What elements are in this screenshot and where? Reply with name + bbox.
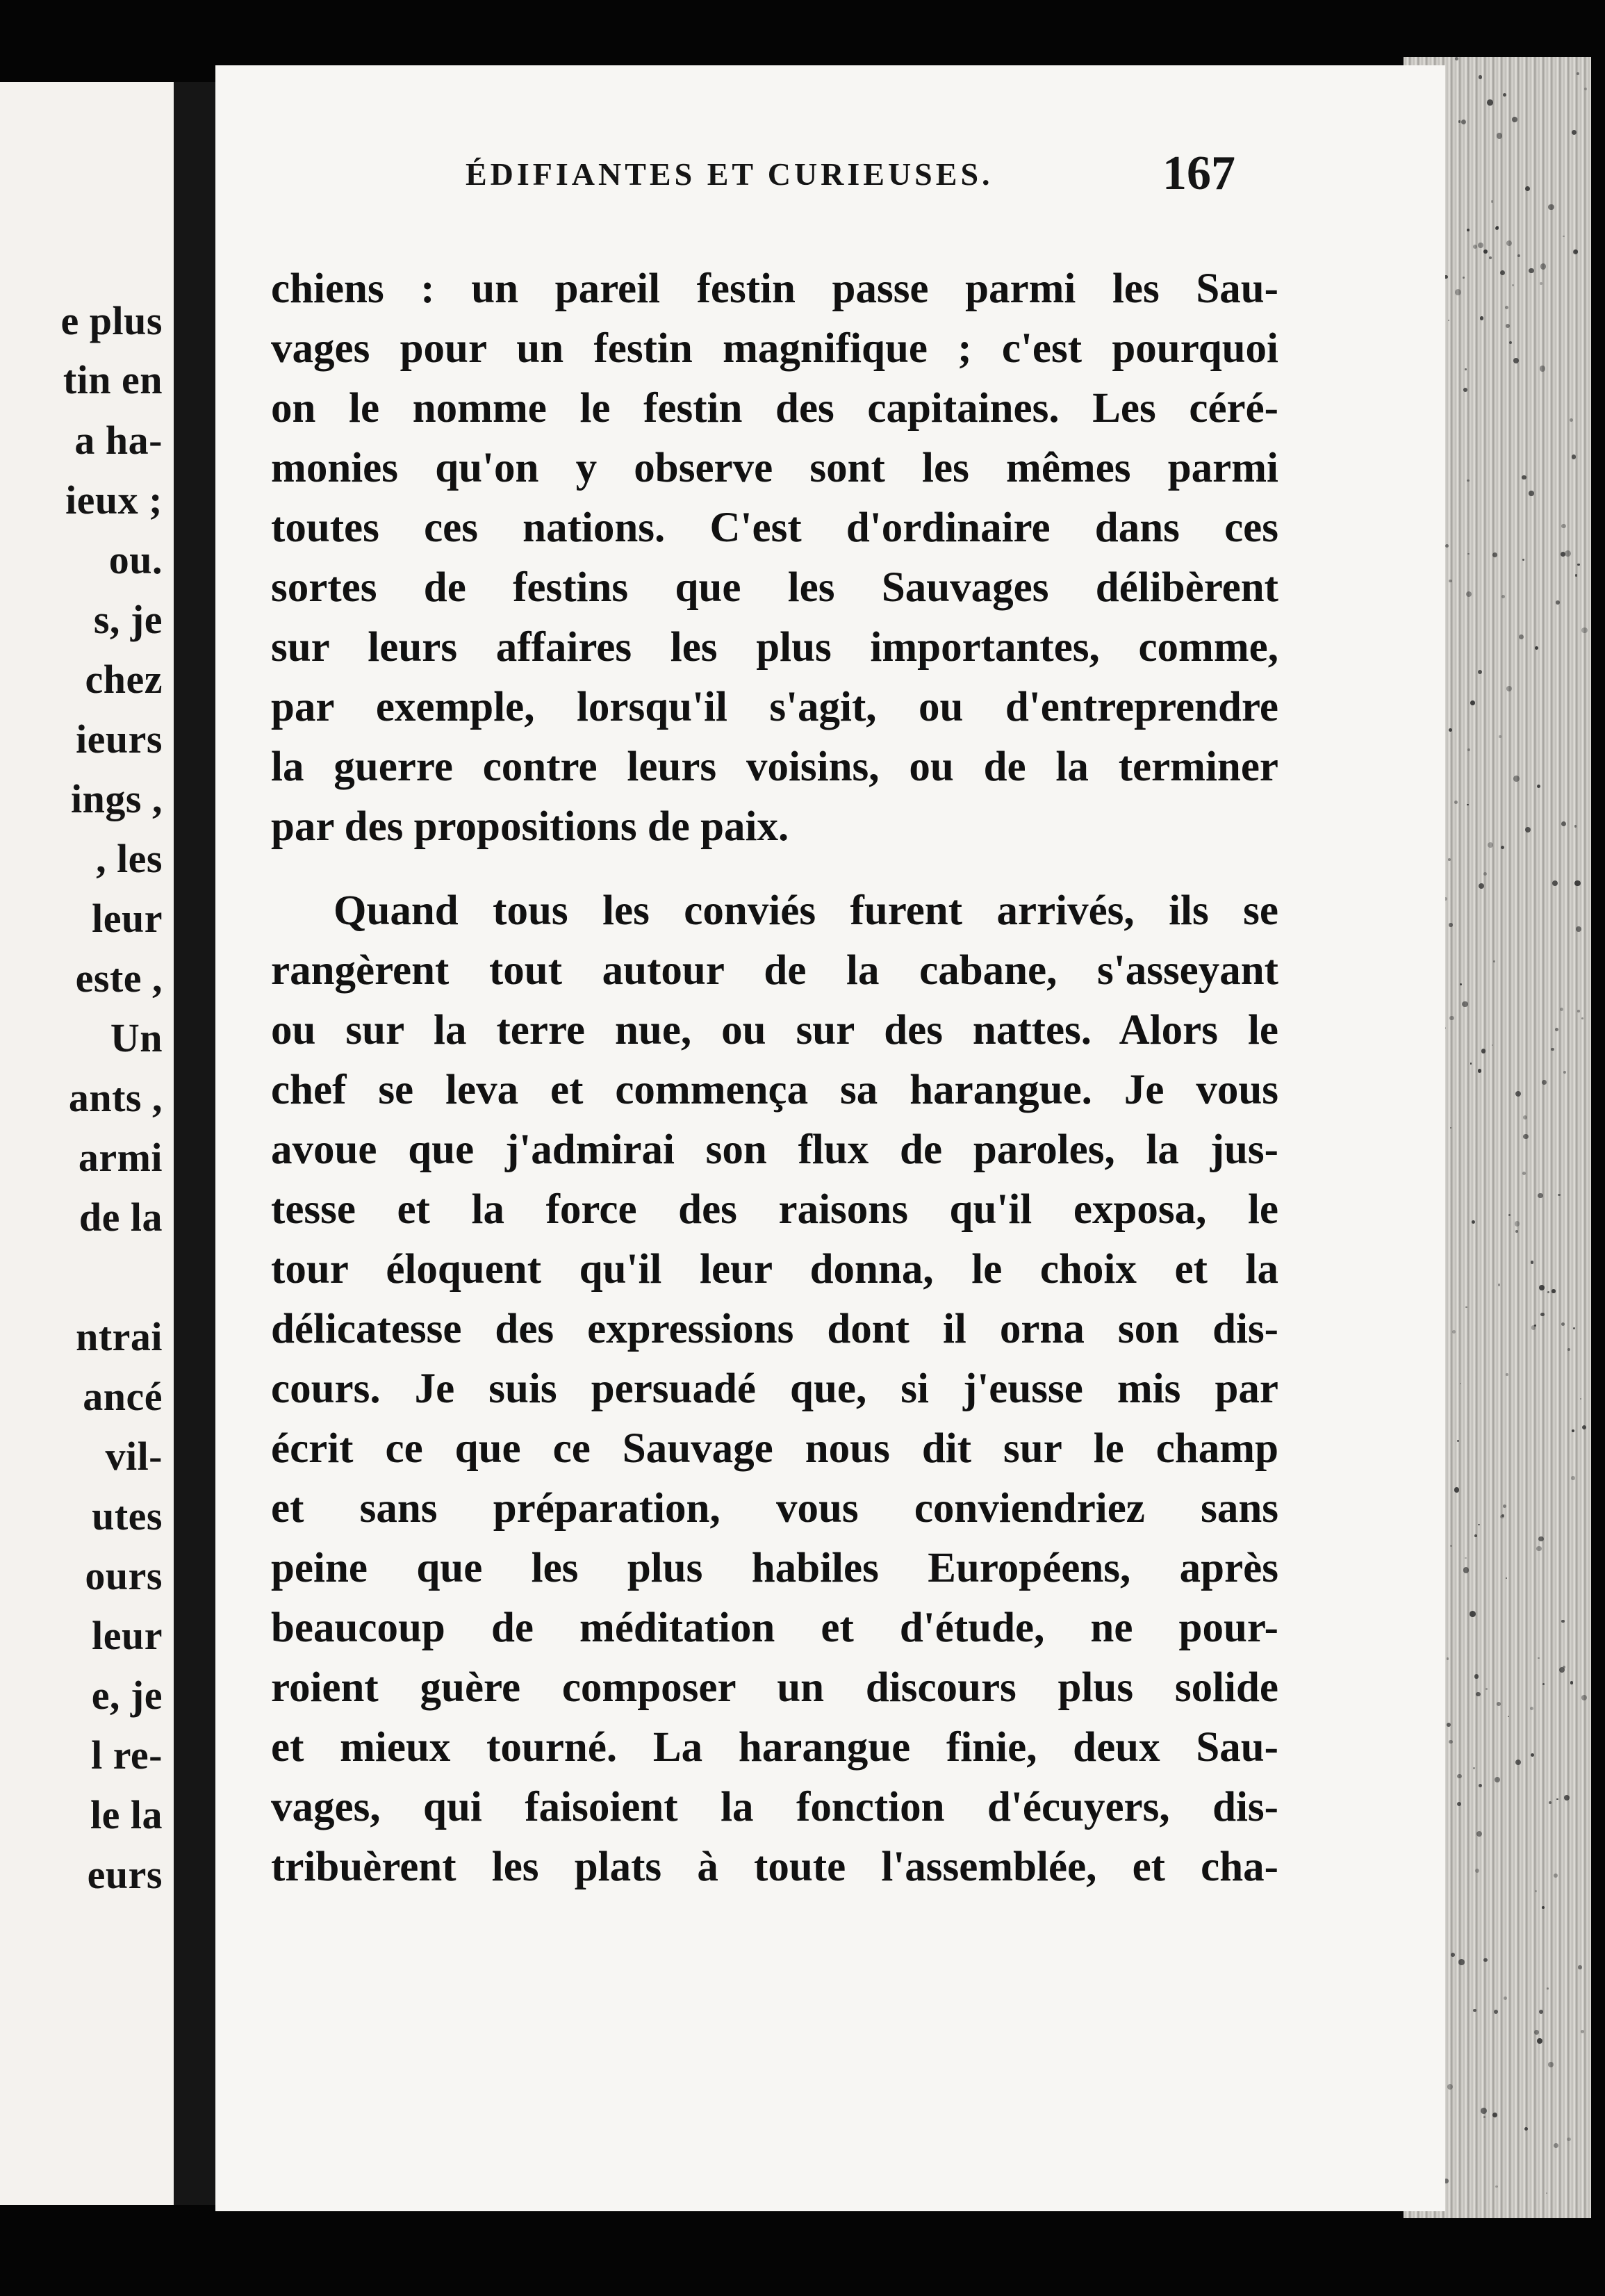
scan-speckle — [1491, 200, 1494, 203]
scan-speckle — [1542, 1906, 1545, 1909]
scan-speckle — [1515, 1230, 1518, 1233]
scan-speckle — [1539, 1285, 1545, 1290]
scan-speckle — [1479, 883, 1484, 889]
scan-speckle — [1501, 846, 1504, 849]
page-number: 167 — [1162, 147, 1235, 200]
scan-speckle — [1498, 1284, 1501, 1286]
left-line-21: ours — [85, 1553, 163, 1598]
left-line-12: este , — [75, 956, 163, 1001]
scan-speckle — [1494, 2010, 1499, 2015]
scan-speckle — [1465, 368, 1466, 370]
scan-speckle — [1577, 1010, 1580, 1012]
scan-speckle — [1450, 1127, 1451, 1129]
text-line-1: chiens : un pareil festin passe parmi les Sau- — [271, 265, 1278, 312]
scan-speckle — [1563, 1071, 1566, 1074]
scan-speckle — [1505, 306, 1508, 309]
text-line-27: tribuèrent les plats à toute l'assemblée, et cha- — [271, 1844, 1278, 1890]
left-line-9: ings , — [71, 776, 163, 821]
scan-speckle — [1576, 926, 1581, 932]
scan-speckle — [1536, 1546, 1541, 1551]
left-line-7: chez — [85, 657, 163, 702]
scan-speckle — [1478, 1524, 1479, 1525]
scan-speckle — [1523, 1134, 1528, 1139]
scan-speckle — [1531, 1261, 1533, 1263]
scan-speckle — [1556, 600, 1560, 605]
scan-speckle — [1529, 268, 1534, 274]
scan-speckle — [1473, 1767, 1475, 1769]
scan-speckle — [1540, 1313, 1545, 1317]
scan-speckle — [1449, 923, 1452, 926]
scan-speckle — [1470, 1611, 1476, 1617]
scan-speckle — [1460, 983, 1462, 985]
scan-speckle — [1463, 1567, 1470, 1573]
scan-speckle — [1542, 1080, 1547, 1085]
scan-speckle — [1582, 1425, 1586, 1429]
scan-speckle — [1467, 804, 1468, 805]
scan-speckle — [1524, 2127, 1528, 2131]
scan-speckle — [1512, 117, 1517, 122]
scan-speckle — [1467, 748, 1470, 751]
scan-speckle — [1475, 1869, 1479, 1873]
scan-speckle — [1574, 825, 1577, 828]
scan-speckle — [1450, 1545, 1452, 1547]
scan-speckle — [1481, 2108, 1487, 2114]
scan-speckle — [1552, 880, 1558, 886]
left-line-8: ieurs — [76, 716, 163, 762]
scan-speckle — [1538, 1193, 1543, 1199]
text-line-3: on le nomme le festin des capitaines. Les céré- — [271, 385, 1278, 432]
scan-speckle — [1451, 1953, 1455, 1957]
scan-speckle — [1476, 1692, 1480, 1696]
left-line-20: utes — [92, 1493, 163, 1539]
text-line-11: Quand tous les conviés furent arrivés, ils se — [334, 887, 1278, 934]
scan-speckle — [1481, 1049, 1485, 1053]
scan-speckle — [1558, 1194, 1560, 1196]
scan-speckle — [1546, 2192, 1547, 2194]
scan-speckle — [1455, 57, 1458, 60]
book-gutter — [174, 82, 215, 2205]
scan-speckle — [1472, 1220, 1475, 1224]
scan-speckle — [1570, 418, 1573, 422]
scan-speckle — [1445, 544, 1449, 548]
scan-speckle — [1483, 872, 1487, 876]
left-line-26: eurs — [87, 1852, 163, 1897]
text-line-13: ou sur la terre nue, ou sur des nattes. Alors le — [271, 1007, 1278, 1053]
left-line-15: armi — [78, 1135, 163, 1180]
text-line-12: rangèrent tout autour de la cabane, s'asseyant — [271, 947, 1278, 994]
scan-speckle — [1584, 88, 1587, 90]
scan-speckle — [1531, 1753, 1534, 1757]
scan-speckle — [1563, 236, 1565, 238]
scan-speckle — [1506, 686, 1512, 691]
scan-speckle — [1581, 1695, 1587, 1700]
scan-speckle — [1573, 1327, 1575, 1329]
scan-speckle — [1564, 1795, 1570, 1801]
scan-speckle — [1470, 700, 1474, 705]
scan-speckle — [1525, 186, 1530, 191]
scan-speckle — [1449, 1740, 1452, 1744]
scan-speckle — [1503, 1504, 1506, 1508]
scan-speckle — [1457, 1774, 1462, 1779]
scan-speckle — [1525, 827, 1531, 833]
scan-speckle — [1483, 2116, 1485, 2118]
scan-speckle — [1501, 1514, 1504, 1517]
left-line-18: ancé — [83, 1374, 163, 1419]
scan-speckle — [1542, 1683, 1545, 1685]
scan-speckle — [1478, 243, 1483, 248]
scan-speckle — [1487, 99, 1493, 106]
scan-speckle — [1489, 256, 1492, 259]
scan-speckle — [1577, 72, 1579, 75]
scan-speckle — [1547, 1291, 1549, 1293]
scan-speckle — [1465, 1557, 1466, 1559]
scan-speckle — [1556, 1798, 1558, 1801]
scan-speckle — [1571, 1476, 1574, 1479]
scan-speckle — [1540, 263, 1547, 270]
page-header — [257, 146, 1237, 208]
scan-speckle — [1534, 2030, 1539, 2035]
scan-speckle — [1447, 1723, 1451, 1727]
text-line-26: vages, qui faisoient la fonction d'écuyers, dis- — [271, 1784, 1278, 1830]
scan-speckle — [1567, 2138, 1571, 2142]
scan-speckle — [1455, 289, 1461, 295]
scan-speckle — [1538, 1657, 1540, 1659]
scan-speckle — [1578, 1965, 1581, 1969]
scan-speckle — [1499, 735, 1501, 737]
scan-speckle — [1457, 1440, 1459, 1442]
left-line-2: tin en — [63, 357, 163, 402]
scan-speckle — [1454, 1487, 1460, 1493]
scan-speckle — [1465, 1306, 1467, 1308]
scan-speckle — [1540, 282, 1542, 285]
scan-speckle — [1554, 1873, 1558, 1878]
text-line-23: beaucoup de méditation et d'étude, ne pour- — [271, 1605, 1278, 1651]
scan-speckle — [1467, 229, 1470, 231]
text-line-17: tour éloquent qu'il leur donna, le choix et la — [271, 1246, 1278, 1293]
scan-speckle — [1448, 858, 1451, 861]
scan-speckle — [1492, 2113, 1497, 2117]
scan-speckle — [1503, 93, 1506, 97]
scan-speckle — [1538, 1536, 1544, 1542]
left-line-4: ieux ; — [65, 477, 163, 523]
left-line-17: ntrai — [76, 1314, 163, 1359]
scan-speckle — [1561, 1620, 1565, 1623]
scan-speckle — [1483, 249, 1488, 254]
scan-speckle — [1466, 591, 1472, 597]
scan-speckle — [1449, 1016, 1454, 1020]
left-line-10: , les — [96, 836, 163, 881]
scan-speckle — [1515, 1221, 1520, 1227]
scan-speckle — [1495, 1777, 1500, 1782]
scan-speckle — [1513, 358, 1519, 363]
scan-speckle — [1495, 2186, 1498, 2188]
left-page-fragment — [0, 82, 174, 2205]
scan-speckle — [1467, 553, 1469, 555]
text-line-6: sortes de festins que les Sauvages délibèrent — [271, 564, 1278, 611]
scan-speckle — [1497, 1702, 1501, 1706]
scan-speckle — [1549, 1801, 1552, 1804]
scan-speckle — [1448, 320, 1449, 321]
scan-speckle — [1565, 550, 1571, 557]
text-line-5: toutes ces nations. C'est d'ordinaire dans ces — [271, 505, 1278, 551]
text-line-4: monies qu'on y observe sont les mêmes parmi — [271, 445, 1278, 491]
scan-speckle — [1506, 324, 1510, 328]
scan-speckle — [1504, 1996, 1507, 2000]
scan-speckle — [1539, 2010, 1543, 2014]
scan-speckle — [1560, 1008, 1563, 1011]
scan-speckle — [1570, 1681, 1574, 1684]
text-line-15: avoue que j'admirai son flux de paroles, la jus- — [271, 1126, 1278, 1173]
scan-speckle — [1476, 1831, 1482, 1837]
scan-speckle — [1581, 2030, 1584, 2033]
scan-speckle — [1573, 249, 1578, 254]
scan-speckle — [1501, 595, 1505, 598]
scan-speckle — [1535, 1890, 1537, 1892]
text-line-9: la guerre contre leurs voisins, ou de la terminer — [271, 744, 1278, 790]
left-line-5: ou. — [108, 537, 163, 582]
scan-speckle — [1567, 1348, 1570, 1351]
text-line-24: roient guère composer un discours plus solide — [271, 1664, 1278, 1711]
scan-speckle — [1497, 133, 1503, 139]
scan-speckle — [1515, 1091, 1522, 1097]
scan-speckle — [1512, 284, 1514, 286]
scan-speckle — [1457, 1802, 1461, 1806]
text-line-10: par des propositions de paix. — [271, 803, 789, 850]
scan-speckle — [1530, 1707, 1533, 1710]
scan-speckle — [1572, 130, 1577, 135]
left-line-24: l re- — [91, 1732, 163, 1778]
left-line-23: e, je — [91, 1673, 163, 1718]
text-line-22: peine que les plus habiles Européens, après — [271, 1545, 1278, 1591]
scan-speckle — [1463, 388, 1467, 392]
scan-speckle — [1572, 454, 1577, 459]
scan-speckle — [1458, 1959, 1465, 1965]
scan-speckle — [1479, 75, 1482, 79]
scan-speckle — [1531, 1325, 1536, 1329]
scan-speckle — [1563, 1666, 1565, 1668]
scan-speckle — [1508, 1716, 1509, 1717]
text-line-16: tesse et la force des raisons qu'il exposa, le — [271, 1186, 1278, 1233]
scan-speckle — [1506, 1577, 1507, 1579]
scan-speckle — [1522, 475, 1526, 479]
scan-speckle — [1458, 120, 1460, 122]
text-line-7: sur leurs affaires les plus importantes, comme, — [271, 624, 1278, 671]
scan-speckle — [1575, 574, 1578, 577]
scan-speckle — [1500, 270, 1505, 275]
scan-speckle — [1485, 1688, 1488, 1690]
left-line-14: ants , — [68, 1075, 163, 1120]
scan-speckle — [1479, 1784, 1483, 1788]
scan-speckle — [1517, 254, 1520, 257]
left-line-22: leur — [92, 1613, 163, 1658]
scan-speckle — [1540, 366, 1545, 371]
scan-speckle — [1523, 1115, 1527, 1120]
scan-speckle — [1561, 524, 1566, 529]
scan-speckle — [1467, 479, 1470, 482]
scan-speckle — [1519, 634, 1524, 639]
text-line-18: délicatesse des expressions dont il orna son dis- — [271, 1306, 1278, 1352]
scan-speckle — [1461, 120, 1466, 124]
scan-speckle — [1581, 628, 1588, 634]
scan-speckle — [1537, 785, 1540, 788]
scan-speckle — [1447, 1657, 1449, 1660]
scan-speckle — [1483, 1958, 1488, 1962]
scan-speckle — [1452, 1330, 1456, 1334]
scan-speckle — [1548, 204, 1554, 210]
scan-speckle — [1492, 552, 1497, 557]
scan-speckle — [1470, 1063, 1472, 1064]
left-line-13: Un — [110, 1015, 163, 1060]
scan-speckle — [1449, 728, 1452, 732]
scan-speckle — [1548, 2062, 1554, 2068]
scan-speckle — [1529, 491, 1533, 495]
scan-speckle — [1551, 1048, 1554, 1051]
scan-speckle — [1462, 1001, 1468, 1008]
running-head: ÉDIFIANTES ET CURIEUSES. — [466, 156, 994, 192]
scan-speckle — [1561, 1322, 1565, 1326]
scan-speckle — [1577, 564, 1579, 566]
scan-speckle — [1552, 1289, 1555, 1293]
left-line-25: le la — [90, 1792, 163, 1837]
text-line-21: et sans préparation, vous conviendriez sans — [271, 1485, 1278, 1532]
text-line-19: cours. Je suis persuadé que, si j'eusse mis par — [271, 1366, 1278, 1412]
scan-speckle — [1581, 1017, 1583, 1019]
left-line-6: s, je — [93, 597, 163, 642]
scan-speckle — [1574, 880, 1580, 886]
scan-speckle — [1506, 240, 1512, 246]
scan-speckle — [1572, 1429, 1574, 1432]
text-line-25: et mieux tourné. La harangue finie, deux Sau- — [271, 1724, 1278, 1771]
scan-speckle — [1447, 2084, 1453, 2090]
left-line-1: e plus — [60, 298, 163, 343]
scan-speckle — [1493, 960, 1495, 962]
scan-speckle — [1561, 821, 1566, 826]
scan-speckle — [1535, 646, 1538, 650]
scan-speckle — [1473, 2009, 1476, 2012]
scan-speckle — [1454, 801, 1458, 805]
scan-speckle — [1506, 1373, 1508, 1376]
scan-speckle — [1480, 316, 1484, 320]
scan-speckle — [1554, 2143, 1558, 2148]
scan-speckle — [1522, 1172, 1526, 1175]
left-line-19: vil- — [105, 1434, 163, 1479]
text-line-2: vages pour un festin magnifique ; c'est pourquoi — [271, 325, 1278, 372]
scan-speckle — [1463, 277, 1465, 279]
text-line-14: chef se leva et commença sa harangue. Je vous — [271, 1067, 1278, 1113]
scan-speckle — [1478, 1069, 1481, 1072]
left-line-11: leur — [92, 896, 163, 941]
left-line-3: a ha- — [74, 418, 163, 463]
scan-speckle — [1474, 1674, 1479, 1679]
text-line-8: par exemple, lorsqu'il s'agit, ou d'entreprendre — [271, 684, 1278, 730]
scan-speckle — [1513, 776, 1520, 782]
scan-speckle — [1474, 1534, 1477, 1537]
scan-speckle — [1508, 1214, 1511, 1216]
scan-speckle — [1473, 245, 1477, 249]
left-line-16: de la — [79, 1195, 163, 1240]
scan-speckle — [1515, 1760, 1521, 1765]
scan-speckle — [1580, 1398, 1581, 1400]
text-line-20: écrit ce que ce Sauvage nous dit sur le champ — [271, 1425, 1278, 1472]
scan-speckle — [1522, 559, 1524, 561]
scan-speckle — [1547, 1987, 1549, 1990]
scan-speckle — [1478, 670, 1482, 674]
scan-speckle — [1488, 842, 1493, 848]
scan-speckle — [1492, 1044, 1493, 1046]
scan-speckle — [1509, 341, 1512, 344]
scan-speckle — [1555, 1028, 1558, 1031]
scan-speckle — [1537, 2038, 1542, 2044]
scan-speckle — [1460, 1383, 1461, 1384]
scan-speckle — [1449, 580, 1452, 583]
